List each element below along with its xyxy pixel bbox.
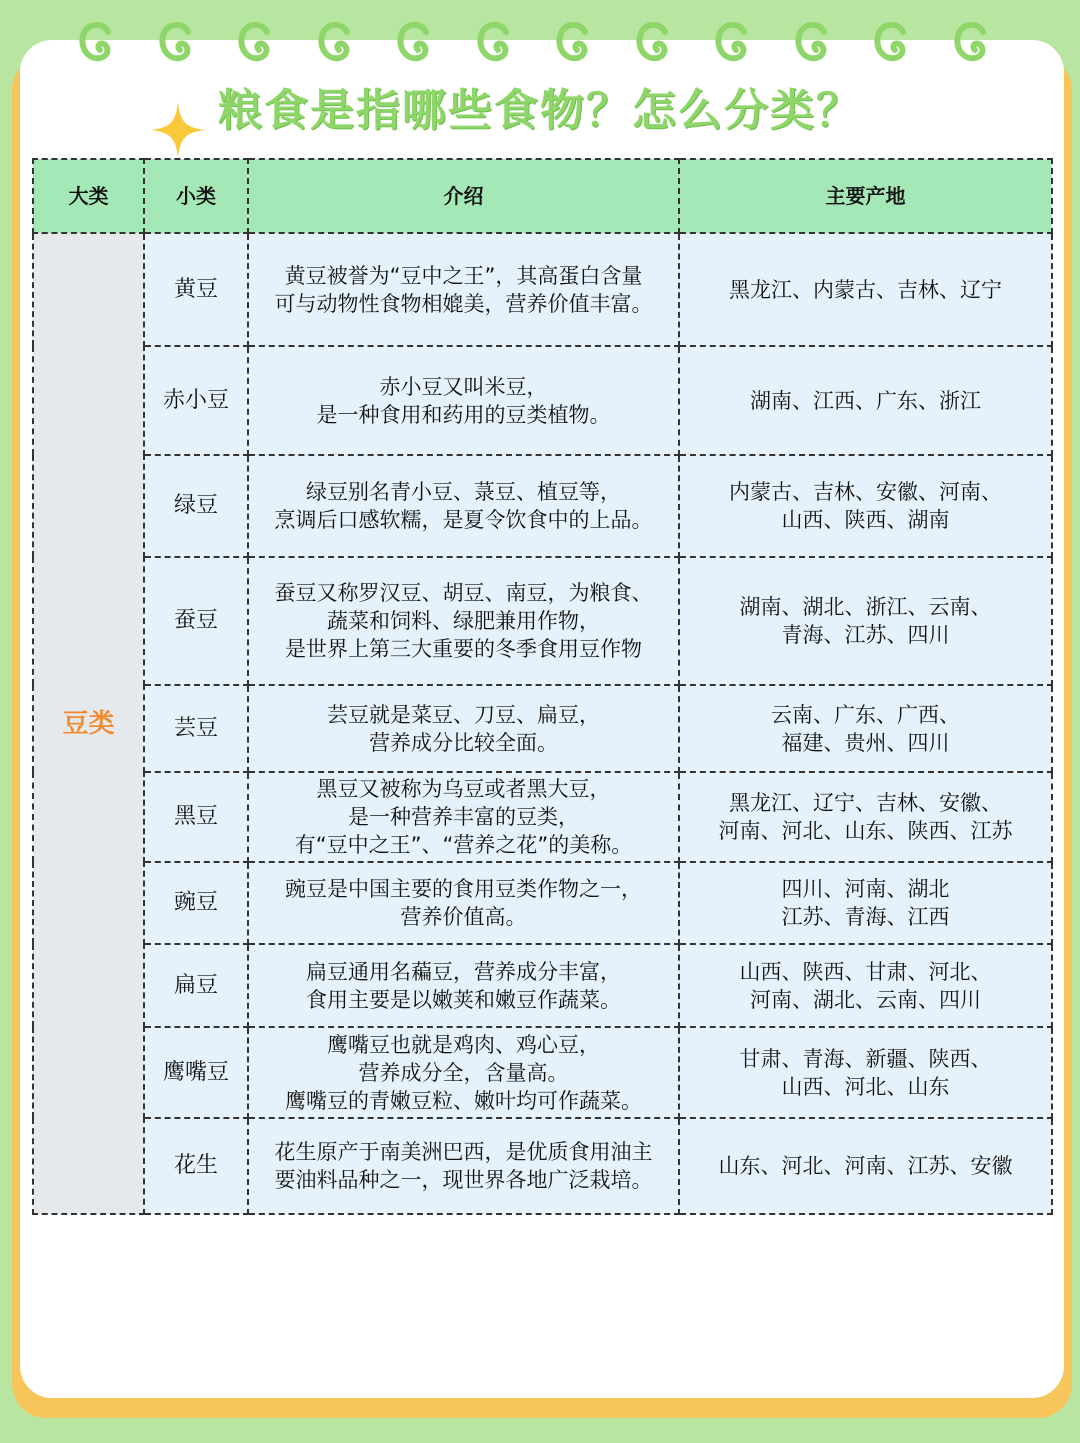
origin-cell xyxy=(679,455,1052,557)
introduction-line: 扁豆通用名藊豆，营养成分丰富， xyxy=(306,959,621,984)
introduction-line: 营养成分比较全面。 xyxy=(369,730,558,755)
spiral-binding-ring-icon xyxy=(635,20,673,72)
introduction-line: 是一种食用和药用的豆类植物。 xyxy=(316,402,611,427)
origin-line: 黑龙江、辽宁、吉林、安徽、 xyxy=(729,791,1002,815)
header-subcategory: 小类 xyxy=(144,159,248,233)
introduction-line: 是世界上第三大重要的冬季食用豆作物 xyxy=(285,637,642,661)
origin-line: 山西、河北、山东 xyxy=(781,1074,950,1099)
spiral-binding-ring-icon xyxy=(158,20,196,72)
table-row xyxy=(33,772,1052,862)
subcategory-cell: 赤小豆 xyxy=(144,346,248,455)
origin-cell xyxy=(679,1118,1052,1214)
introduction-line: 黄豆被誉为“豆中之王”，其高蛋白含量 xyxy=(284,263,643,288)
table-row xyxy=(33,455,1052,557)
spiral-binding-ring-icon xyxy=(237,20,275,72)
introduction-line: 食用主要是以嫩荚和嫩豆作蔬菜。 xyxy=(306,987,621,1012)
category-cell: 豆类 xyxy=(33,233,144,1214)
introduction-cell xyxy=(248,233,679,346)
header-category: 大类 xyxy=(33,159,144,233)
table-row xyxy=(33,1027,1052,1118)
subcategory-cell: 豌豆 xyxy=(144,862,248,944)
origin-line: 甘肃、青海、新疆、陕西、 xyxy=(739,1046,992,1071)
introduction-line: 蔬菜和饲料、绿肥兼用作物， xyxy=(327,609,600,633)
table-row xyxy=(33,862,1052,944)
page-title: 粮食是指哪些食物？怎么分类？ xyxy=(218,85,862,136)
spiral-binding-ring-icon xyxy=(873,20,911,72)
introduction-cell xyxy=(248,685,679,772)
introduction-line: 绿豆别名青小豆、菉豆、植豆等， xyxy=(306,480,621,504)
introduction-line: 黑豆又被称为乌豆或者黑大豆， xyxy=(316,777,611,801)
introduction-cell xyxy=(248,772,679,862)
subcategory-cell: 黄豆 xyxy=(144,233,248,346)
introduction-line: 有“豆中之王”、“营养之花”的美称。 xyxy=(294,833,633,857)
spiral-binding-ring-icon xyxy=(555,20,593,72)
spiral-binding-ring-icon xyxy=(317,20,355,72)
origin-cell xyxy=(679,685,1052,772)
introduction-line: 芸豆就是菜豆、刀豆、扁豆， xyxy=(327,702,600,727)
subcategory-cell: 扁豆 xyxy=(144,944,248,1027)
subcategory-cell: 花生 xyxy=(144,1118,248,1214)
introduction-line: 是一种营养丰富的豆类， xyxy=(348,805,579,829)
introduction-line: 烹调后口感软糯，是夏令饮食中的上品。 xyxy=(274,508,653,532)
origin-line: 山东、河北、河南、江苏、安徽 xyxy=(718,1154,1013,1178)
introduction-line: 鹰嘴豆的青嫩豆粒、嫩叶均可作蔬菜。 xyxy=(285,1088,642,1113)
spiral-binding xyxy=(78,20,1008,80)
origin-line: 青海、江苏、四川 xyxy=(781,623,950,647)
origin-line: 河南、湖北、云南、四川 xyxy=(750,987,981,1012)
table-row xyxy=(33,1118,1052,1214)
table-row xyxy=(33,233,1052,346)
origin-line: 山西、陕西、甘肃、河北、 xyxy=(739,959,992,984)
introduction-line: 营养价值高。 xyxy=(400,905,527,929)
origin-cell xyxy=(679,233,1052,346)
origin-cell xyxy=(679,944,1052,1027)
origin-line: 云南、广东、广西、 xyxy=(771,702,960,727)
subcategory-cell: 蚕豆 xyxy=(144,557,248,685)
header-introduction: 介绍 xyxy=(248,159,679,233)
table-row xyxy=(33,685,1052,772)
spiral-binding-ring-icon xyxy=(78,20,116,72)
spiral-binding-ring-icon xyxy=(396,20,434,72)
origin-cell xyxy=(679,346,1052,455)
grain-classification-table xyxy=(32,158,1053,1215)
table-row xyxy=(33,944,1052,1027)
origin-cell xyxy=(679,1027,1052,1118)
origin-line: 四川、河南、湖北 xyxy=(781,877,950,901)
spiral-binding-ring-icon xyxy=(794,20,832,72)
origin-line: 湖南、江西、广东、浙江 xyxy=(750,388,981,413)
spiral-binding-ring-icon xyxy=(714,20,752,72)
header-origin: 主要产地 xyxy=(679,159,1052,233)
origin-cell xyxy=(679,862,1052,944)
subcategory-cell: 黑豆 xyxy=(144,772,248,862)
spiral-binding-ring-icon xyxy=(476,20,514,72)
introduction-cell xyxy=(248,346,679,455)
origin-line: 黑龙江、内蒙古、吉林、辽宁 xyxy=(729,277,1002,302)
origin-line: 内蒙古、吉林、安徽、河南、 xyxy=(729,480,1002,504)
introduction-cell xyxy=(248,557,679,685)
introduction-cell xyxy=(248,862,679,944)
origin-line: 山西、陕西、湖南 xyxy=(781,508,950,532)
table-row xyxy=(33,346,1052,455)
origin-line: 江苏、青海、江西 xyxy=(781,905,950,929)
origin-line: 河南、河北、山东、陕西、江苏 xyxy=(718,819,1013,843)
spiral-binding-ring-icon xyxy=(953,20,991,72)
introduction-line: 赤小豆又叫米豆， xyxy=(379,374,548,399)
introduction-line: 要油料品种之一，现世界各地广泛栽培。 xyxy=(274,1168,653,1192)
introduction-line: 可与动物性食物相媲美，营养价值丰富。 xyxy=(274,291,653,316)
introduction-cell xyxy=(248,455,679,557)
introduction-cell xyxy=(248,944,679,1027)
introduction-cell xyxy=(248,1118,679,1214)
subcategory-cell: 芸豆 xyxy=(144,685,248,772)
table-row xyxy=(33,557,1052,685)
introduction-cell xyxy=(248,1027,679,1118)
origin-cell xyxy=(679,557,1052,685)
introduction-line: 花生原产于南美洲巴西，是优质食用油主 xyxy=(274,1140,653,1164)
introduction-line: 豌豆是中国主要的食用豆类作物之一， xyxy=(285,877,642,901)
introduction-line: 营养成分全，含量高。 xyxy=(358,1060,569,1085)
introduction-line: 蚕豆又称罗汉豆、胡豆、南豆，为粮食、 xyxy=(274,581,653,605)
table-header-row xyxy=(33,159,1052,233)
origin-cell xyxy=(679,772,1052,862)
origin-line: 福建、贵州、四川 xyxy=(781,730,950,755)
introduction-line: 鹰嘴豆也就是鸡肉、鸡心豆， xyxy=(327,1032,600,1057)
subcategory-cell: 鹰嘴豆 xyxy=(144,1027,248,1118)
origin-line: 湖南、湖北、浙江、云南、 xyxy=(739,595,992,619)
subcategory-cell: 绿豆 xyxy=(144,455,248,557)
